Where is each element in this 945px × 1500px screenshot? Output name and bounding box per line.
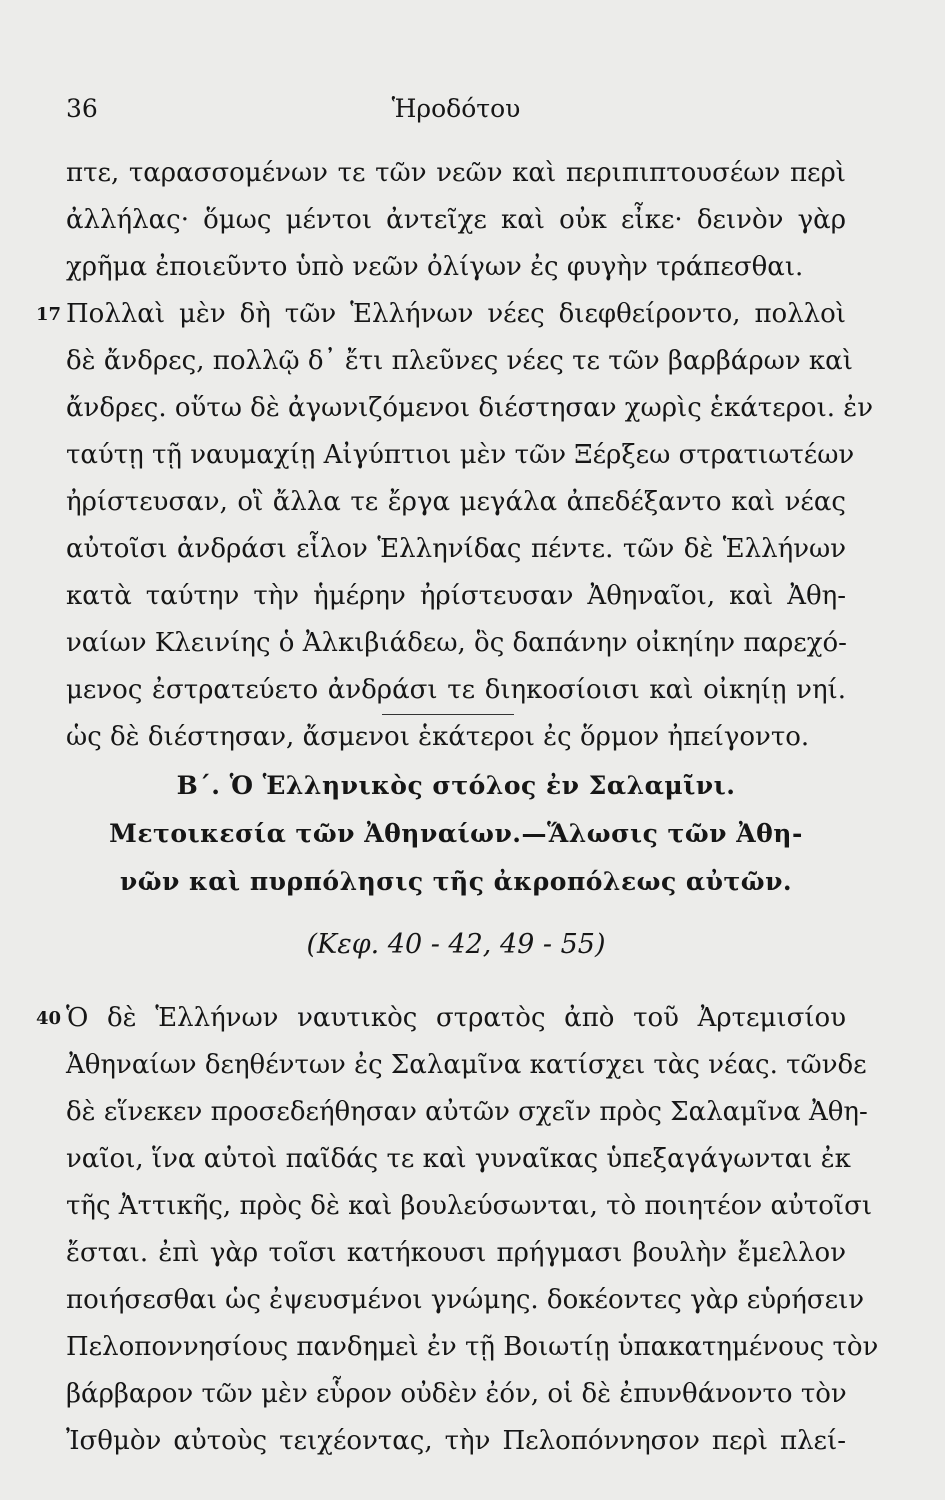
text-line: ναίων Κλεινίης ὁ Ἀλκιβιάδεω, ὃς δαπάνην οἰκηίην παρεχό- bbox=[66, 628, 847, 658]
text-line: Ἰσθμὸν αὐτοὺς τειχέοντας, τὴν Πελοπόννησον περὶ πλεί- bbox=[66, 1426, 846, 1456]
page-header bbox=[66, 94, 846, 128]
text-line bbox=[36, 995, 846, 1042]
section-margin-number: 40 bbox=[36, 1008, 62, 1029]
text-line: Ἀθηναίων δεηθέντων ἐς Σαλαμῖνα κατίσχει τὰς νέας. τῶνδε bbox=[66, 1050, 867, 1080]
section-heading bbox=[66, 762, 846, 906]
text-line: ὡς δὲ διέστησαν, ἄσμενοι ἑκάτεροι ἐς ὅρμον ἠπείγοντο. bbox=[66, 722, 810, 752]
text-line: χρῆμα ἐποιεῦντο ὑπὸ νεῶν ὀλίγων ἐς φυγὴν τράπεσθαι. bbox=[66, 252, 804, 282]
section-divider bbox=[382, 714, 514, 715]
text-line: κατὰ ταύτην τὴν ἡμέρην ἠρίστευσαν Ἀθηναῖοι, καὶ Ἀθη- bbox=[66, 581, 846, 611]
text-line: ναῖοι, ἵνα αὐτοὶ παῖδάς τε καὶ γυναῖκας ὑπεξαγάγωνται ἐκ bbox=[66, 1144, 851, 1174]
text-line: ἄνδρες. οὕτω δὲ ἀγωνιζόμενοι διέστησαν χωρὶς ἑκάτεροι. ἐν bbox=[66, 393, 874, 423]
text-line: ἠρίστευσαν, οἳ ἄλλα τε ἔργα μεγάλα ἀπεδέξαντο καὶ νέας bbox=[66, 487, 846, 517]
text-line: ἔσται. ἐπὶ γὰρ τοῖσι κατήκουσι πρήγμασι βουλὴν ἔμελλον bbox=[66, 1238, 846, 1268]
text-line: δὲ εἵνεκεν προσεδεήθησαν αὐτῶν σχεῖν πρὸς Σαλαμῖνα Ἀθη- bbox=[66, 1097, 868, 1127]
text-line: μενος ἐστρατεύετο ἀνδράσι τε διηκοσίοισι καὶ οἰκηίῃ νηί. bbox=[66, 675, 846, 705]
heading-line: Μετοικεσία τῶν Ἀθηναίων.—Ἅλωσις τῶν Ἀθη- bbox=[109, 819, 803, 848]
text-line-content: Πολλαὶ μὲν δὴ τῶν Ἑλλήνων νέες διεφθείροντο, πολλοὶ bbox=[66, 299, 846, 329]
text-line: δὲ ἄνδρες, πολλῷ δ᾽ ἔτι πλεῦνες νέες τε τῶν βαρβάρων καὶ bbox=[66, 346, 853, 376]
text-line: πτε, ταρασσομένων τε τῶν νεῶν καὶ περιπιπτουσέων περὶ bbox=[66, 158, 846, 188]
text-line: βάρβαρον τῶν μὲν εὗρον οὐδὲν ἐόν, οἱ δὲ ἐπυνθάνοντο τὸν bbox=[66, 1379, 847, 1409]
section-margin-number: 17 bbox=[36, 304, 62, 325]
text-line: Πελοποννησίους πανδημεὶ ἐν τῇ Βοιωτίῃ ὑπακατημένους τὸν bbox=[66, 1332, 879, 1362]
text-line bbox=[36, 291, 846, 338]
chapter-reference: (Κεφ. 40 - 42, 49 - 55) bbox=[306, 929, 606, 960]
paragraph-chapter-continuation bbox=[36, 150, 874, 761]
text-line: τῆς Ἀττικῆς, πρὸς δὲ καὶ βουλεύσωνται, τὸ ποιητέον αὐτοῖσι bbox=[66, 1191, 873, 1221]
text-line: ταύτῃ τῇ ναυμαχίῃ Αἰγύπτιοι μὲν τῶν Ξέρξεω στρατιωτέων bbox=[66, 440, 855, 470]
text-line: ἀλλήλας· ὅμως μέντοι ἀντεῖχε καὶ οὐκ εἶκε· δεινὸν γὰρ bbox=[66, 205, 846, 235]
text-line: ποιήσεσθαι ὡς ἐψευσμένοι γνώμης. δοκέοντες γὰρ εὑρήσειν bbox=[66, 1285, 865, 1315]
text-line: αὐτοῖσι ἀνδράσι εἷλον Ἑλληνίδας πέντε. τῶν δὲ Ἑλλήνων bbox=[66, 534, 846, 564]
page-number: 36 bbox=[66, 94, 98, 123]
heading-line: Β΄. Ὁ Ἑλληνικὸς στόλος ἐν Σαλαμῖνι. bbox=[176, 771, 736, 800]
running-title: Ἡροδότου bbox=[391, 94, 521, 123]
heading-line: νῶν καὶ πυρπόλησις τῆς ἀκροπόλεως αὐτῶν. bbox=[119, 867, 793, 896]
paragraph-chapter-40 bbox=[36, 995, 879, 1465]
text-line-content: Ὁ δὲ Ἑλλήνων ναυτικὸς στρατὸς ἀπὸ τοῦ Ἀρτεμισίου bbox=[66, 1003, 846, 1033]
